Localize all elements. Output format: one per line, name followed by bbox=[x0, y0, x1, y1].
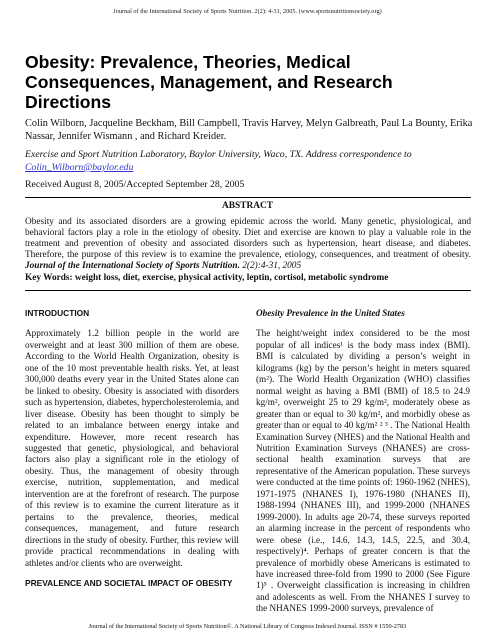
divider-top bbox=[25, 197, 471, 198]
received-dates: Received August 8, 2005/Accepted September 28, 2005 bbox=[25, 179, 245, 190]
author-list: Colin Wilborn, Jacqueline Beckham, Bill Campbell, Travis Harvey, Melyn Galbreath, Paul La Bounty, Erika Nassar, Jennifer Wismann , and Richard Kreider. bbox=[25, 118, 473, 142]
us-prevalence-heading: Obesity Prevalence in the United States bbox=[256, 308, 405, 318]
us-prevalence-body: The height/weight index considered to be the most popular of all indices¹ is the body mass index (BMI). BMI is calculated by dividing a person’s weight in kilograms (kg) by the person’s height in meters squared (m²). The World Health Organization (WHO) classifies normal weight as having a BMI (BMI) of 18.5 to 24.9 kg/m², overweight 25 to 29 kg/m², moderately obese as greater than or equal to 30 kg/m², and morbidly obese as greater than or equal to 40 kg/m² ² ³ . The National Health Examination Survey (NHES) and the National Health and Nutrition Examination Surveys (NHANES) are cross-sectional health examination surveys that are representative of the American population. These surveys were conducted at the time points of: 1960-1962 (NHES), 1971-1975 (NHANES I), 1976-1980 (NHANES II), 1988-1994 (NHANES III), and 1999-2000 (NHANES 1999-2000). In adults age 20-74, these surveys reported an alarming increase in the percent of respondents who were obese (i.e., 14.6, 14.3, 14.5, 22.5, and 30.4, respectively)⁴. Perhaps of greater concern is that the prevalence of morbidly obese Americans is estimated to have increased three-fold from 1990 to 2000 (See Figure 1)⁵ . Overweight classification is increasing in children and adolescents as well. From the NHANES I survey to the NHANES 1999-2000 surveys, prevalence of bbox=[256, 328, 470, 614]
divider-bottom bbox=[25, 290, 471, 291]
keywords: Key Words: weight loss, diet, exercise, physical activity, leptin, cortisol, metabolic syndrome bbox=[25, 273, 389, 283]
abstract-text: Obesity and its associated disorders are a growing epidemic across the world. Many genetic, physiological, and behavioral factors play a role in the etiology of obesity. Diet and exercise are known to play a valuable role in the treatment and prevention of obesity and associated disorders such as hypertension, heart disease, and diabetes. Therefore, the purpose of this review is to examine the prevalence, etiology, consequences, and treatment of obesity. bbox=[25, 217, 471, 261]
affiliation bbox=[25, 148, 475, 174]
abstract-citation: 2(2):4-31, 2005 bbox=[242, 261, 302, 272]
introduction-heading: INTRODUCTION bbox=[25, 308, 90, 318]
affiliation-text: Exercise and Sport Nutrition Laboratory, Baylor University, Waco, TX. Address correspondence to bbox=[25, 149, 412, 160]
introduction-body: Approximately 1.2 billion people in the world are overweight and at least 300 million of them are obese. According to the World Health Organization, obesity is one of the 10 most preventable health risks. Yet, at least 300,000 deaths every year in the United States alone can be linked to obesity. Obesity is associated with disorders such as hypertension, diabetes, hypercholesterolemia, and liver disease. Obesity has been thought to simply be related to an imbalance between energy intake and expenditure. However, more recent research has suggested that genetic, physiological, and behavioral factors also play a significant role in the etiology of obesity. Thus, the management of obesity through exercise, nutrition, supplementation, and medical intervention are at the forefront of research. The purpose of this review is to examine the current literature as it pertains to the prevalence, theories, medical consequences, management, and future research directions in the study of obesity. Further, this review will provide practical recommendations in dealing with athletes and/or clients who are overweight. bbox=[25, 328, 239, 568]
abstract-heading: ABSTRACT bbox=[221, 201, 274, 211]
journal-header: Journal of the International Society of Sports Nutrition. 2(2): 4-31, 2005. (www.sportsnutritionsociety.org) bbox=[113, 8, 382, 15]
correspondence-email-link[interactable]: Colin_Wilborn@baylor.edu bbox=[25, 162, 134, 173]
journal-footer: Journal of the International Society of Sports Nutrition©. A National Library of Congress Indexed Journal. ISSN # 1550-2783 bbox=[88, 623, 407, 630]
abstract-body bbox=[25, 217, 471, 272]
abstract-journal: Journal of the International Society of Sports Nutrition. bbox=[25, 261, 240, 272]
article-title: Obesity: Prevalence, Theories, Medical Consequences, Management, and Research Directions bbox=[25, 52, 393, 112]
prevalence-heading: PREVALENCE AND SOCIETAL IMPACT OF OBESITY bbox=[25, 577, 233, 588]
left-column bbox=[25, 308, 239, 598]
right-column bbox=[256, 308, 470, 624]
